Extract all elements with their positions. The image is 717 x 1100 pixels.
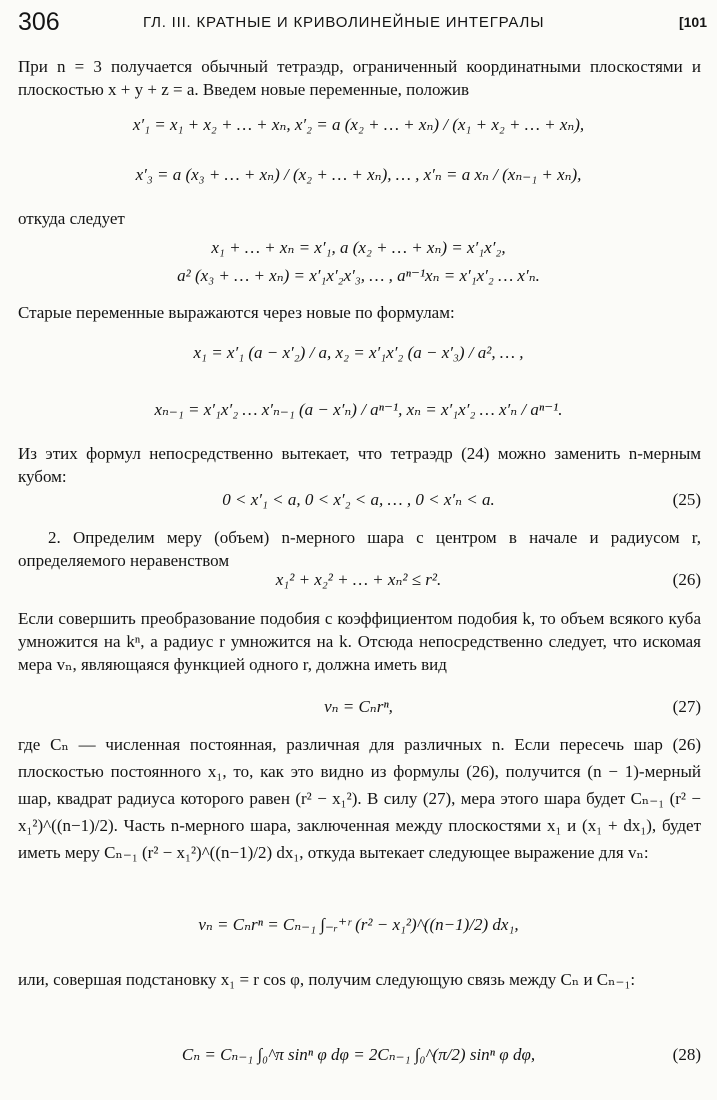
equation-number-28: (28)	[672, 1045, 701, 1064]
paragraph-similarity: Если совершить преобразование подобия с коэффициентом подобия k, то объем всякого куба умножится на kⁿ, а радиус r умножится на k. Отсюда непосредственно следует, что искомая мера vₙ, являющаяся функцией одного r, должна иметь вид	[18, 609, 701, 674]
paragraph-ball-measure: 2. Определим меру (объем) n-мерного шара с центром в начале и радиусом r, определяемого неравенством	[18, 528, 701, 570]
equation-inverse-2: xₙ₋₁ = x′₁x′₂ … x′ₙ₋₁ (a − x′ₙ) / aⁿ⁻¹, xₙ = x′₁x′₂ … x′ₙ / aⁿ⁻¹.	[154, 400, 563, 419]
paragraph-substitution: или, совершая подстановку x₁ = r cos φ, получим следующую связь между Cₙ и Cₙ₋₁:	[18, 970, 636, 989]
equation-28: Cₙ = Cₙ₋₁ ∫₀^π sinⁿ φ dφ = 2Cₙ₋₁ ∫₀^(π/2) sinⁿ φ dφ,	[181, 1045, 536, 1064]
page-number: 306	[18, 8, 60, 36]
equation-relations-2: a² (x₃ + … + xₙ) = x′₁x′₂x′₃, … , aⁿ⁻¹xₙ = x′₁x′₂ … x′ₙ.	[177, 266, 540, 285]
equation-number-25: (25)	[672, 490, 701, 509]
paragraph-section-cut: где Cₙ — численная постоянная, различная для различных n. Если пересечь шар (26) плоскостью постоянного x₁, то, как это видно из формулы (26), получится (n − 1)-мерный шар, квадрат радиуса которого равен (r² − x₁²). В силу (27), мера этого шара будет Cₙ₋₁ (r² − x₁²)^((n−1)/2). Часть n-мерного шара, заключенная между плоскостями x₁ и (x₁ + dx₁), будет иметь меру Cₙ₋₁ (r² − x₁²)^((n−1)/2) dx₁, откуда вытекает следующее выражение для vₙ:	[18, 735, 701, 862]
equation-27: vₙ = Cₙrⁿ,	[324, 697, 393, 716]
equation-relations-1: x₁ + … + xₙ = x′₁, a (x₂ + … + xₙ) = x′₁x′₂,	[211, 238, 506, 257]
section-number: [101	[678, 14, 707, 30]
equation-substitution-2: x′₃ = a (x₃ + … + xₙ) / (x₂ + … + xₙ), … , x′ₙ = a xₙ / (xₙ₋₁ + xₙ),	[135, 165, 582, 184]
paragraph-old-variables: Старые переменные выражаются через новые по формулам:	[18, 303, 455, 322]
equation-substitution-1: x′₁ = x₁ + x₂ + … + xₙ, x′₂ = a (x₂ + … + xₙ) / (x₁ + x₂ + … + xₙ),	[132, 115, 585, 134]
equation-25: 0 < x′₁ < a, 0 < x′₂ < a, … , 0 < x′ₙ < a.	[222, 490, 495, 509]
page-header	[18, 8, 707, 38]
equation-inverse-1: x₁ = x′₁ (a − x′₂) / a, x₂ = x′₁x′₂ (a − x′₃) / a², … ,	[193, 343, 524, 362]
paragraph-intro: При n = 3 получается обычный тетраэдр, ограниченный координатными плоскостями и плоскостью x + y + z = a. Введем новые переменные, положив	[18, 57, 701, 99]
equation-volume-integral: vₙ = Cₙrⁿ = Cₙ₋₁ ∫₋ᵣ⁺ʳ (r² − x₁²)^((n−1)/2) dx₁,	[198, 915, 519, 934]
running-title: ГЛ. III. КРАТНЫЕ И КРИВОЛИНЕЙНЫЕ ИНТЕГРАЛЫ	[143, 14, 545, 31]
equation-26: x₁² + x₂² + … + xₙ² ≤ r².	[275, 570, 442, 589]
equation-number-27: (27)	[672, 697, 701, 716]
equation-number-26: (26)	[672, 570, 701, 589]
paragraph-cube: Из этих формул непосредственно вытекает, что тетраэдр (24) можно заменить n-мерным кубом:	[18, 444, 701, 486]
paragraph-whence: откуда следует	[18, 209, 125, 228]
